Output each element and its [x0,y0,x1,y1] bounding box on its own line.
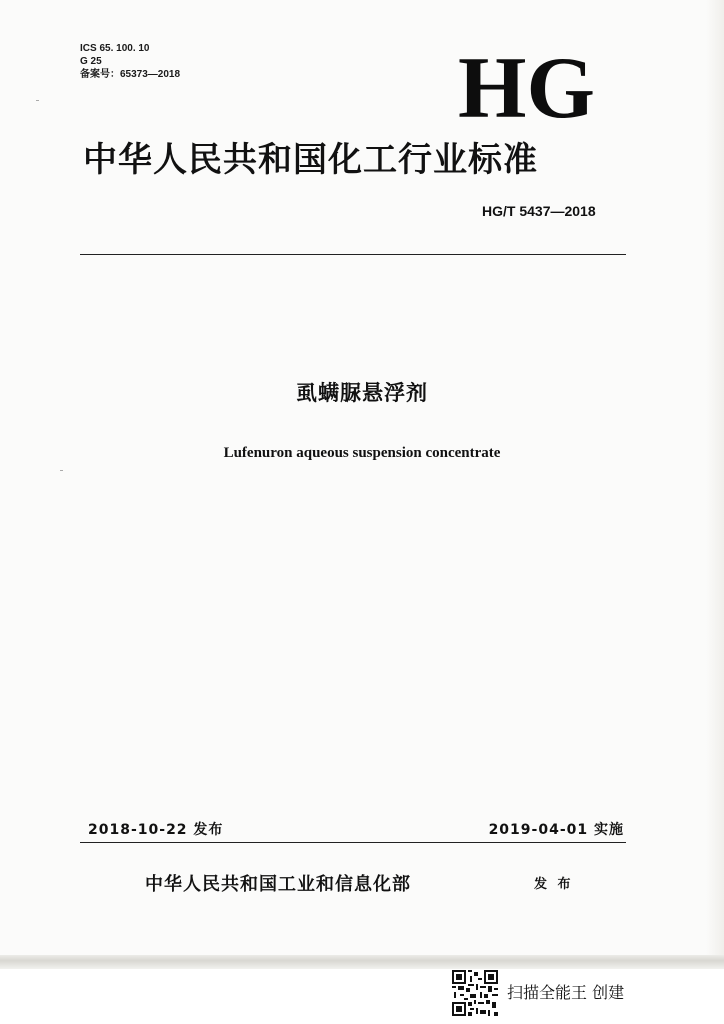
scan-speck [60,470,63,471]
standard-number: HG/T 5437—2018 [482,203,596,219]
ccs-code: G 25 [80,56,102,67]
filing-number: 备案号：65373—2018 [80,69,181,80]
qr-code-icon[interactable] [452,970,498,1016]
publisher-name: 中华人民共和国工业和信息化部 [145,874,411,895]
scan-speck [36,100,39,101]
page-edge-shadow [706,0,724,958]
ics-code: ICS 65. 100. 10 [80,43,150,54]
header-divider [80,254,626,255]
issue-date: 2018-10-22 发布 [88,822,224,838]
standard-title: 中华人民共和国化工行业标准 [83,140,538,180]
footer-divider [80,842,626,843]
implementation-date: 2019-04-01 实施 [488,822,624,838]
document-title-english: Lufenuron aqueous suspension concentrate [223,445,501,461]
classification-block [80,42,180,81]
publisher-suffix: 发 布 [534,877,574,892]
scanner-watermark: 扫描全能王 创建 [507,983,625,1002]
document-title-chinese: 虱螨脲悬浮剂 [296,381,428,405]
hg-logo: HG [458,40,595,137]
scan-edge [0,955,724,969]
